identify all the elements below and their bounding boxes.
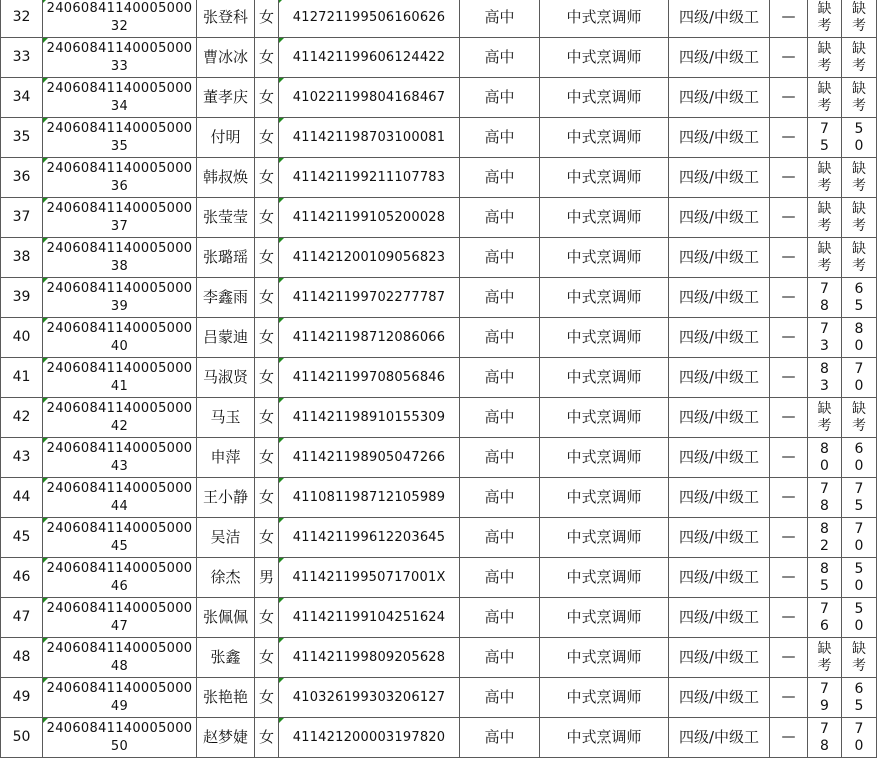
gender-cell[interactable]: 女 (255, 318, 279, 358)
level-cell[interactable]: 四级/中级工 (669, 518, 770, 558)
theory-score-value: 缺考 (817, 40, 832, 74)
exam-number-cell[interactable]: 2406084114000500045 (43, 518, 197, 558)
theory-score-cell[interactable] (808, 278, 842, 318)
theory-score-value: 80 (820, 440, 829, 474)
table-body (1, 0, 877, 758)
row-number-cell[interactable]: 37 (1, 198, 43, 238)
exam-number-cell[interactable]: 2406084114000500047 (43, 598, 197, 638)
table-row[interactable] (1, 438, 877, 478)
row-number-cell[interactable]: 45 (1, 518, 43, 558)
dash-cell[interactable]: — (770, 0, 808, 38)
gender-cell[interactable]: 女 (255, 158, 279, 198)
level-cell[interactable]: 四级/中级工 (669, 638, 770, 678)
id-number-cell[interactable]: 412721199506160626 (279, 0, 460, 38)
id-number-cell[interactable]: 410221199804168467 (279, 78, 460, 118)
name-cell[interactable]: 张鑫 (197, 638, 255, 678)
practical-score-cell[interactable] (842, 238, 877, 278)
practical-score-value: 65 (854, 280, 864, 314)
occupation-cell[interactable]: 中式烹调师 (540, 678, 669, 718)
level-cell[interactable]: 四级/中级工 (669, 678, 770, 718)
name-cell[interactable]: 付明 (197, 118, 255, 158)
dash-cell[interactable]: — (770, 78, 808, 118)
id-number-cell[interactable]: 411421199104251624 (279, 598, 460, 638)
theory-score-value: 78 (820, 280, 829, 314)
practical-score-value: 70 (854, 720, 864, 754)
exam-number-cell[interactable]: 2406084114000500049 (43, 678, 197, 718)
education-cell[interactable]: 高中 (460, 558, 540, 598)
id-number-cell[interactable]: 411421198712086066 (279, 318, 460, 358)
row-number-cell[interactable]: 32 (1, 0, 43, 38)
practical-score-value: 50 (854, 120, 864, 154)
gender-cell[interactable]: 女 (255, 438, 279, 478)
practical-score-value: 缺考 (852, 0, 866, 34)
table-row[interactable] (1, 238, 877, 278)
level-cell[interactable]: 四级/中级工 (669, 38, 770, 78)
occupation-cell[interactable]: 中式烹调师 (540, 158, 669, 198)
dash-cell[interactable]: — (770, 198, 808, 238)
practical-score-cell[interactable] (842, 438, 877, 478)
id-number-cell[interactable]: 411421199211107783 (279, 158, 460, 198)
exam-number-cell[interactable]: 2406084114000500040 (43, 318, 197, 358)
occupation-cell[interactable]: 中式烹调师 (540, 278, 669, 318)
id-number-cell[interactable]: 411421200003197820 (279, 718, 460, 758)
name-cell[interactable]: 韩叔焕 (197, 158, 255, 198)
education-cell[interactable]: 高中 (460, 478, 540, 518)
row-number-cell[interactable]: 39 (1, 278, 43, 318)
practical-score-value: 70 (854, 520, 864, 554)
exam-number-cell[interactable]: 2406084114000500032 (43, 0, 197, 38)
gender-cell[interactable]: 女 (255, 198, 279, 238)
dash-cell[interactable]: — (770, 358, 808, 398)
exam-number-cell[interactable]: 2406084114000500037 (43, 198, 197, 238)
practical-score-cell[interactable] (842, 478, 877, 518)
practical-score-cell[interactable] (842, 718, 877, 758)
education-cell[interactable]: 高中 (460, 78, 540, 118)
table-row[interactable] (1, 478, 877, 518)
dash-cell[interactable]: — (770, 118, 808, 158)
theory-score-cell[interactable] (808, 438, 842, 478)
level-cell[interactable]: 四级/中级工 (669, 318, 770, 358)
theory-score-cell[interactable] (808, 198, 842, 238)
practical-score-value: 60 (854, 440, 864, 474)
name-cell[interactable]: 马玉 (197, 398, 255, 438)
name-cell[interactable]: 王小静 (197, 478, 255, 518)
practical-score-value: 75 (854, 480, 864, 514)
row-number-cell[interactable]: 40 (1, 318, 43, 358)
gender-cell[interactable]: 女 (255, 398, 279, 438)
id-number-cell[interactable]: 411421198905047266 (279, 438, 460, 478)
dash-cell[interactable]: — (770, 398, 808, 438)
theory-score-cell[interactable] (808, 38, 842, 78)
occupation-cell[interactable]: 中式烹调师 (540, 638, 669, 678)
practical-score-value: 缺考 (852, 160, 866, 194)
practical-score-cell[interactable] (842, 678, 877, 718)
theory-score-cell[interactable] (808, 398, 842, 438)
theory-score-value: 75 (820, 120, 829, 154)
theory-score-cell[interactable] (808, 238, 842, 278)
theory-score-value: 78 (820, 720, 829, 754)
id-number-cell[interactable]: 411421199809205628 (279, 638, 460, 678)
name-cell[interactable]: 赵梦婕 (197, 718, 255, 758)
practical-score-cell[interactable] (842, 518, 877, 558)
level-cell[interactable]: 四级/中级工 (669, 0, 770, 38)
name-cell[interactable]: 吴洁 (197, 518, 255, 558)
education-cell[interactable]: 高中 (460, 518, 540, 558)
practical-score-cell[interactable] (842, 278, 877, 318)
row-number-cell[interactable]: 44 (1, 478, 43, 518)
practical-score-value: 50 (854, 600, 864, 634)
level-cell[interactable]: 四级/中级工 (669, 398, 770, 438)
name-cell[interactable]: 申萍 (197, 438, 255, 478)
theory-score-cell[interactable] (808, 558, 842, 598)
education-cell[interactable]: 高中 (460, 318, 540, 358)
exam-number-cell[interactable]: 2406084114000500034 (43, 78, 197, 118)
dash-cell[interactable]: — (770, 638, 808, 678)
dash-cell[interactable]: — (770, 558, 808, 598)
occupation-cell[interactable]: 中式烹调师 (540, 478, 669, 518)
dash-cell[interactable]: — (770, 158, 808, 198)
row-number-cell[interactable]: 47 (1, 598, 43, 638)
theory-score-cell[interactable] (808, 678, 842, 718)
exam-number-cell[interactable]: 2406084114000500043 (43, 438, 197, 478)
table-row[interactable] (1, 638, 877, 678)
dash-cell[interactable]: — (770, 518, 808, 558)
practical-score-cell[interactable] (842, 158, 877, 198)
gender-cell[interactable]: 女 (255, 38, 279, 78)
dash-cell[interactable]: — (770, 38, 808, 78)
name-cell[interactable]: 张艳艳 (197, 678, 255, 718)
practical-score-value: 缺考 (852, 400, 866, 434)
id-number-cell[interactable]: 411421199606124422 (279, 38, 460, 78)
name-cell[interactable]: 张登科 (197, 0, 255, 38)
name-cell[interactable]: 曹冰冰 (197, 38, 255, 78)
name-cell[interactable]: 马淑贤 (197, 358, 255, 398)
practical-score-cell[interactable] (842, 0, 877, 38)
dash-cell[interactable]: — (770, 318, 808, 358)
occupation-cell[interactable]: 中式烹调师 (540, 78, 669, 118)
row-number-cell[interactable]: 41 (1, 358, 43, 398)
theory-score-value: 73 (820, 320, 829, 354)
education-cell[interactable]: 高中 (460, 398, 540, 438)
table-row[interactable] (1, 318, 877, 358)
theory-score-value: 79 (820, 680, 829, 714)
row-number-cell[interactable]: 46 (1, 558, 43, 598)
name-cell[interactable]: 董孝庆 (197, 78, 255, 118)
practical-score-value: 70 (854, 360, 864, 394)
occupation-cell[interactable]: 中式烹调师 (540, 718, 669, 758)
practical-score-cell[interactable] (842, 598, 877, 638)
row-number-cell[interactable]: 49 (1, 678, 43, 718)
theory-score-cell[interactable] (808, 118, 842, 158)
id-number-cell[interactable]: 411421199702277787 (279, 278, 460, 318)
level-cell[interactable]: 四级/中级工 (669, 158, 770, 198)
dash-cell[interactable]: — (770, 238, 808, 278)
id-number-cell[interactable]: 411081198712105989 (279, 478, 460, 518)
practical-score-cell[interactable] (842, 558, 877, 598)
gender-cell[interactable]: 男 (255, 558, 279, 598)
practical-score-cell[interactable] (842, 318, 877, 358)
row-number-cell[interactable]: 34 (1, 78, 43, 118)
education-cell[interactable]: 高中 (460, 638, 540, 678)
gender-cell[interactable]: 女 (255, 678, 279, 718)
occupation-cell[interactable]: 中式烹调师 (540, 398, 669, 438)
theory-score-cell[interactable] (808, 518, 842, 558)
exam-number-cell[interactable]: 2406084114000500033 (43, 38, 197, 78)
practical-score-value: 50 (854, 560, 864, 594)
row-number-cell[interactable]: 36 (1, 158, 43, 198)
table-row[interactable] (1, 678, 877, 718)
exam-number-cell[interactable]: 2406084114000500041 (43, 358, 197, 398)
theory-score-value: 缺考 (817, 400, 832, 434)
practical-score-value: 缺考 (852, 80, 866, 114)
id-number-cell[interactable]: 411421198703100081 (279, 118, 460, 158)
id-number-cell[interactable]: 411421198910155309 (279, 398, 460, 438)
table-row[interactable] (1, 78, 877, 118)
level-cell[interactable]: 四级/中级工 (669, 438, 770, 478)
dash-cell[interactable]: — (770, 678, 808, 718)
occupation-cell[interactable]: 中式烹调师 (540, 318, 669, 358)
gender-cell[interactable]: 女 (255, 638, 279, 678)
theory-score-value: 缺考 (817, 240, 832, 274)
practical-score-value: 缺考 (852, 640, 866, 674)
occupation-cell[interactable]: 中式烹调师 (540, 38, 669, 78)
table-row[interactable] (1, 598, 877, 638)
occupation-cell[interactable]: 中式烹调师 (540, 598, 669, 638)
exam-number-cell[interactable]: 2406084114000500038 (43, 238, 197, 278)
level-cell[interactable]: 四级/中级工 (669, 558, 770, 598)
name-cell[interactable]: 张璐瑶 (197, 238, 255, 278)
name-cell[interactable]: 张莹莹 (197, 198, 255, 238)
exam-number-cell[interactable]: 2406084114000500046 (43, 558, 197, 598)
practical-score-value: 缺考 (852, 240, 866, 274)
dash-cell[interactable]: — (770, 278, 808, 318)
exam-number-cell[interactable]: 2406084114000500039 (43, 278, 197, 318)
theory-score-value: 76 (820, 600, 829, 634)
table-row[interactable] (1, 198, 877, 238)
row-number-cell[interactable]: 43 (1, 438, 43, 478)
theory-score-value: 缺考 (817, 200, 832, 234)
table-row[interactable] (1, 158, 877, 198)
practical-score-cell[interactable] (842, 638, 877, 678)
practical-score-value: 缺考 (852, 40, 866, 74)
table-row[interactable] (1, 718, 877, 758)
gender-cell[interactable]: 女 (255, 718, 279, 758)
theory-score-cell[interactable] (808, 158, 842, 198)
theory-score-value: 82 (820, 520, 829, 554)
level-cell[interactable]: 四级/中级工 (669, 278, 770, 318)
theory-score-cell[interactable] (808, 598, 842, 638)
practical-score-cell[interactable] (842, 38, 877, 78)
table-row[interactable] (1, 398, 877, 438)
education-cell[interactable]: 高中 (460, 38, 540, 78)
row-number-cell[interactable]: 50 (1, 718, 43, 758)
row-number-cell[interactable]: 33 (1, 38, 43, 78)
practical-score-value: 80 (854, 320, 864, 354)
theory-score-cell[interactable] (808, 358, 842, 398)
level-cell[interactable]: 四级/中级工 (669, 78, 770, 118)
education-cell[interactable]: 高中 (460, 198, 540, 238)
theory-score-value: 缺考 (817, 80, 832, 114)
table-row[interactable] (1, 38, 877, 78)
education-cell[interactable]: 高中 (460, 358, 540, 398)
table-row[interactable] (1, 278, 877, 318)
theory-score-value: 85 (820, 560, 829, 594)
occupation-cell[interactable]: 中式烹调师 (540, 518, 669, 558)
practical-score-value: 65 (854, 680, 864, 714)
name-cell[interactable]: 李鑫雨 (197, 278, 255, 318)
practical-score-cell[interactable] (842, 198, 877, 238)
gender-cell[interactable]: 女 (255, 598, 279, 638)
dash-cell[interactable]: — (770, 718, 808, 758)
dash-cell[interactable]: — (770, 478, 808, 518)
occupation-cell[interactable]: 中式烹调师 (540, 0, 669, 38)
education-cell[interactable]: 高中 (460, 598, 540, 638)
table-row[interactable] (1, 558, 877, 598)
theory-score-value: 缺考 (817, 0, 832, 34)
occupation-cell[interactable]: 中式烹调师 (540, 358, 669, 398)
exam-number-cell[interactable]: 2406084114000500036 (43, 158, 197, 198)
practical-score-cell[interactable] (842, 78, 877, 118)
exam-number-cell[interactable]: 2406084114000500044 (43, 478, 197, 518)
name-cell[interactable]: 张佩佩 (197, 598, 255, 638)
education-cell[interactable]: 高中 (460, 158, 540, 198)
occupation-cell[interactable]: 中式烹调师 (540, 198, 669, 238)
theory-score-cell[interactable] (808, 638, 842, 678)
id-number-cell[interactable]: 411421199105200028 (279, 198, 460, 238)
table-row[interactable] (1, 0, 877, 38)
exam-number-cell[interactable]: 2406084114000500048 (43, 638, 197, 678)
practical-score-cell[interactable] (842, 398, 877, 438)
theory-score-cell[interactable] (808, 718, 842, 758)
occupation-cell[interactable]: 中式烹调师 (540, 118, 669, 158)
level-cell[interactable]: 四级/中级工 (669, 358, 770, 398)
theory-score-cell[interactable] (808, 478, 842, 518)
gender-cell[interactable]: 女 (255, 518, 279, 558)
row-number-cell[interactable]: 35 (1, 118, 43, 158)
id-number-cell[interactable]: 411421200109056823 (279, 238, 460, 278)
row-number-cell[interactable]: 48 (1, 638, 43, 678)
education-cell[interactable]: 高中 (460, 278, 540, 318)
exam-number-cell[interactable]: 2406084114000500050 (43, 718, 197, 758)
education-cell[interactable]: 高中 (460, 0, 540, 38)
theory-score-value: 缺考 (817, 640, 832, 674)
name-cell[interactable]: 吕蒙迪 (197, 318, 255, 358)
id-number-cell[interactable]: 410326199303206127 (279, 678, 460, 718)
education-cell[interactable]: 高中 (460, 678, 540, 718)
level-cell[interactable]: 四级/中级工 (669, 478, 770, 518)
education-cell[interactable]: 高中 (460, 438, 540, 478)
name-cell[interactable]: 徐杰 (197, 558, 255, 598)
gender-cell[interactable]: 女 (255, 0, 279, 38)
theory-score-cell[interactable] (808, 318, 842, 358)
row-number-cell[interactable]: 42 (1, 398, 43, 438)
practical-score-value: 缺考 (852, 200, 866, 234)
gender-cell[interactable]: 女 (255, 118, 279, 158)
theory-score-cell[interactable] (808, 78, 842, 118)
table-row[interactable] (1, 518, 877, 558)
occupation-cell[interactable]: 中式烹调师 (540, 558, 669, 598)
theory-score-value: 83 (820, 360, 829, 394)
dash-cell[interactable]: — (770, 598, 808, 638)
education-cell[interactable]: 高中 (460, 238, 540, 278)
dash-cell[interactable]: — (770, 438, 808, 478)
level-cell[interactable]: 四级/中级工 (669, 118, 770, 158)
id-number-cell[interactable]: 411421199708056846 (279, 358, 460, 398)
practical-score-cell[interactable] (842, 118, 877, 158)
education-cell[interactable]: 高中 (460, 118, 540, 158)
education-cell[interactable]: 高中 (460, 718, 540, 758)
level-cell[interactable]: 四级/中级工 (669, 718, 770, 758)
practical-score-cell[interactable] (842, 358, 877, 398)
table-row[interactable] (1, 118, 877, 158)
level-cell[interactable]: 四级/中级工 (669, 598, 770, 638)
theory-score-cell[interactable] (808, 0, 842, 38)
occupation-cell[interactable]: 中式烹调师 (540, 238, 669, 278)
table-row[interactable] (1, 358, 877, 398)
occupation-cell[interactable]: 中式烹调师 (540, 438, 669, 478)
exam-number-cell[interactable]: 2406084114000500042 (43, 398, 197, 438)
level-cell[interactable]: 四级/中级工 (669, 198, 770, 238)
id-number-cell[interactable]: 41142119950717001X (279, 558, 460, 598)
row-number-cell[interactable]: 38 (1, 238, 43, 278)
exam-number-cell[interactable]: 2406084114000500035 (43, 118, 197, 158)
gender-cell[interactable]: 女 (255, 478, 279, 518)
id-number-cell[interactable]: 411421199612203645 (279, 518, 460, 558)
theory-score-value: 缺考 (817, 160, 832, 194)
gender-cell[interactable]: 女 (255, 278, 279, 318)
gender-cell[interactable]: 女 (255, 78, 279, 118)
theory-score-value: 78 (820, 480, 829, 514)
gender-cell[interactable]: 女 (255, 238, 279, 278)
level-cell[interactable]: 四级/中级工 (669, 238, 770, 278)
gender-cell[interactable]: 女 (255, 358, 279, 398)
